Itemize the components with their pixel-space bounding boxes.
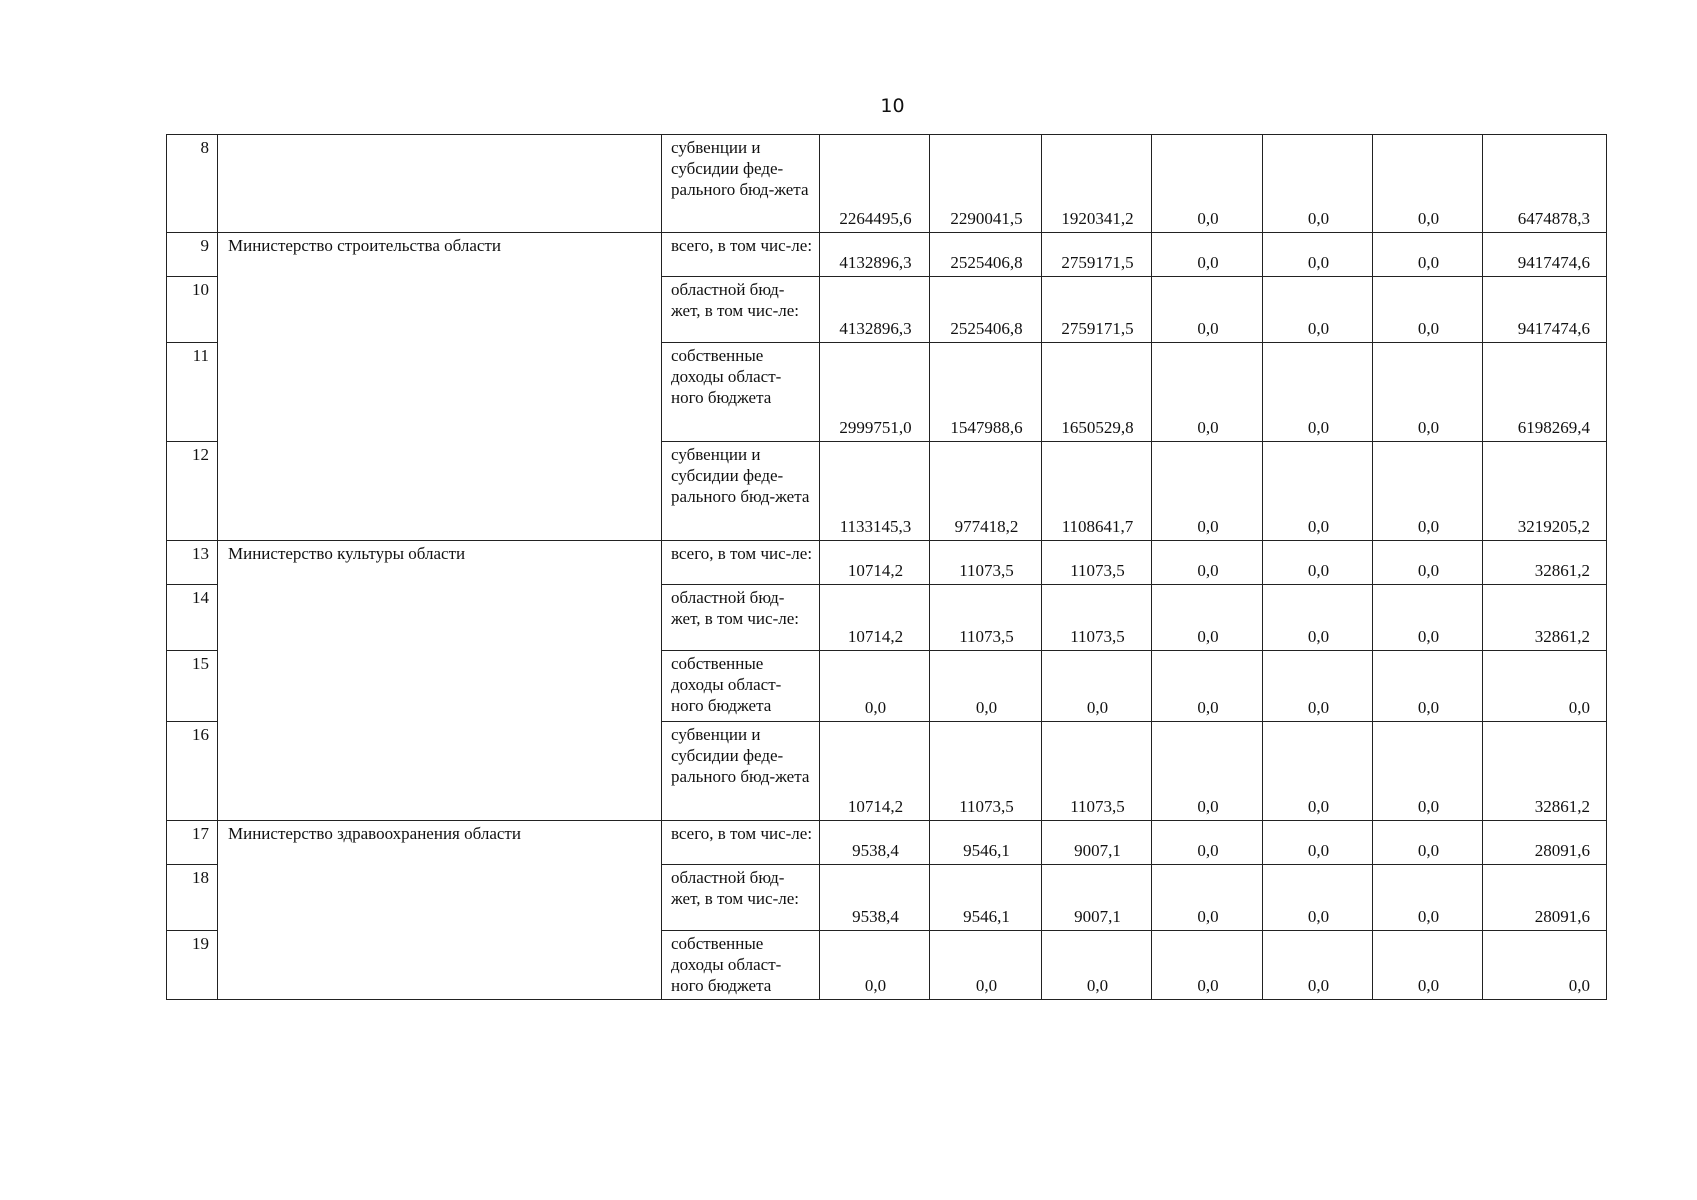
value-cell: 2525406,8 (930, 233, 1042, 277)
row-number: 15 (167, 651, 218, 722)
value-cell: 0,0 (1152, 931, 1263, 1000)
total-cell: 9417474,6 (1483, 233, 1607, 277)
funding-source-cell: субвенции и субсидии феде-рального бюд-жета (662, 442, 820, 541)
organization-cell: Министерство культуры области (218, 541, 662, 821)
value-cell: 0,0 (1263, 585, 1373, 651)
organization-cell: Министерство строительства области (218, 233, 662, 541)
total-cell: 6474878,3 (1483, 135, 1607, 233)
table-row (167, 233, 1607, 277)
value-cell: 0,0 (1373, 821, 1483, 865)
value-cell: 1133145,3 (820, 442, 930, 541)
row-number: 13 (167, 541, 218, 585)
funding-source-cell: всего, в том чис-ле: (662, 541, 820, 585)
value-cell: 10714,2 (820, 585, 930, 651)
value-cell: 0,0 (1373, 722, 1483, 821)
value-cell: 10714,2 (820, 722, 930, 821)
organization-cell (218, 135, 662, 233)
funding-source-cell: собственные доходы област-ного бюджета (662, 343, 820, 442)
value-cell: 1650529,8 (1042, 343, 1152, 442)
value-cell: 0,0 (1263, 821, 1373, 865)
value-cell: 0,0 (1152, 541, 1263, 585)
row-number: 8 (167, 135, 218, 233)
value-cell: 0,0 (1373, 343, 1483, 442)
value-cell: 0,0 (1263, 931, 1373, 1000)
row-number: 14 (167, 585, 218, 651)
value-cell: 9007,1 (1042, 865, 1152, 931)
value-cell: 11073,5 (1042, 541, 1152, 585)
row-number: 9 (167, 233, 218, 277)
value-cell: 0,0 (1152, 651, 1263, 722)
funding-source-cell: областной бюд-жет, в том чис-ле: (662, 865, 820, 931)
total-cell: 6198269,4 (1483, 343, 1607, 442)
value-cell: 0,0 (1373, 233, 1483, 277)
total-cell: 0,0 (1483, 651, 1607, 722)
value-cell: 2759171,5 (1042, 233, 1152, 277)
value-cell: 0,0 (1263, 651, 1373, 722)
value-cell: 0,0 (1373, 651, 1483, 722)
table-row (167, 541, 1607, 585)
funding-source-cell: областной бюд-жет, в том чис-ле: (662, 277, 820, 343)
total-cell: 28091,6 (1483, 821, 1607, 865)
total-cell: 0,0 (1483, 931, 1607, 1000)
total-cell: 32861,2 (1483, 585, 1607, 651)
value-cell: 10714,2 (820, 541, 930, 585)
value-cell: 4132896,3 (820, 277, 930, 343)
row-number: 19 (167, 931, 218, 1000)
value-cell: 0,0 (1042, 651, 1152, 722)
value-cell: 0,0 (1152, 343, 1263, 442)
funding-source-cell: субвенции и субсидии феде-рального бюд-жета (662, 722, 820, 821)
funding-source-cell: всего, в том чис-ле: (662, 821, 820, 865)
value-cell: 9546,1 (930, 821, 1042, 865)
total-cell: 3219205,2 (1483, 442, 1607, 541)
value-cell: 9546,1 (930, 865, 1042, 931)
value-cell: 4132896,3 (820, 233, 930, 277)
value-cell: 0,0 (930, 651, 1042, 722)
value-cell: 2290041,5 (930, 135, 1042, 233)
row-number: 17 (167, 821, 218, 865)
value-cell: 0,0 (1263, 233, 1373, 277)
value-cell: 0,0 (930, 931, 1042, 1000)
value-cell: 2999751,0 (820, 343, 930, 442)
table-body (167, 135, 1607, 1000)
page-number: 10 (880, 95, 905, 117)
value-cell: 0,0 (1373, 541, 1483, 585)
row-number: 18 (167, 865, 218, 931)
value-cell: 1920341,2 (1042, 135, 1152, 233)
value-cell: 11073,5 (930, 722, 1042, 821)
value-cell: 2525406,8 (930, 277, 1042, 343)
value-cell: 0,0 (1152, 865, 1263, 931)
total-cell: 32861,2 (1483, 541, 1607, 585)
budget-table (166, 134, 1607, 1000)
table-row (167, 821, 1607, 865)
value-cell: 0,0 (1152, 585, 1263, 651)
value-cell: 0,0 (1373, 585, 1483, 651)
value-cell: 1108641,7 (1042, 442, 1152, 541)
value-cell: 9007,1 (1042, 821, 1152, 865)
funding-source-cell: всего, в том чис-ле: (662, 233, 820, 277)
funding-source-cell: собственные доходы област-ного бюджета (662, 651, 820, 722)
value-cell: 0,0 (1263, 442, 1373, 541)
value-cell: 0,0 (1263, 865, 1373, 931)
value-cell: 0,0 (1263, 343, 1373, 442)
value-cell: 0,0 (1373, 135, 1483, 233)
value-cell: 0,0 (1263, 277, 1373, 343)
value-cell: 0,0 (1373, 931, 1483, 1000)
row-number: 10 (167, 277, 218, 343)
value-cell: 0,0 (1042, 931, 1152, 1000)
value-cell: 0,0 (1152, 442, 1263, 541)
row-number: 16 (167, 722, 218, 821)
total-cell: 9417474,6 (1483, 277, 1607, 343)
value-cell: 0,0 (1263, 541, 1373, 585)
value-cell: 0,0 (1152, 722, 1263, 821)
value-cell: 2759171,5 (1042, 277, 1152, 343)
value-cell: 9538,4 (820, 821, 930, 865)
funding-source-cell: собственные доходы област-ного бюджета (662, 931, 820, 1000)
value-cell: 0,0 (1373, 865, 1483, 931)
value-cell: 11073,5 (930, 585, 1042, 651)
value-cell: 0,0 (1373, 442, 1483, 541)
value-cell: 11073,5 (1042, 585, 1152, 651)
organization-cell: Министерство здравоохранения области (218, 821, 662, 1000)
value-cell: 9538,4 (820, 865, 930, 931)
funding-source-cell: областной бюд-жет, в том чис-ле: (662, 585, 820, 651)
value-cell: 0,0 (820, 931, 930, 1000)
value-cell: 977418,2 (930, 442, 1042, 541)
value-cell: 0,0 (1263, 135, 1373, 233)
value-cell: 0,0 (1263, 722, 1373, 821)
value-cell: 11073,5 (1042, 722, 1152, 821)
table-row (167, 135, 1607, 233)
value-cell: 11073,5 (930, 541, 1042, 585)
row-number: 11 (167, 343, 218, 442)
value-cell: 0,0 (1152, 821, 1263, 865)
value-cell: 0,0 (820, 651, 930, 722)
value-cell: 0,0 (1152, 233, 1263, 277)
total-cell: 32861,2 (1483, 722, 1607, 821)
value-cell: 0,0 (1373, 277, 1483, 343)
funding-source-cell: субвенции и субсидии феде-ральноrо бюд-жета (662, 135, 820, 233)
value-cell: 0,0 (1152, 135, 1263, 233)
value-cell: 1547988,6 (930, 343, 1042, 442)
value-cell: 0,0 (1152, 277, 1263, 343)
total-cell: 28091,6 (1483, 865, 1607, 931)
value-cell: 2264495,6 (820, 135, 930, 233)
row-number: 12 (167, 442, 218, 541)
